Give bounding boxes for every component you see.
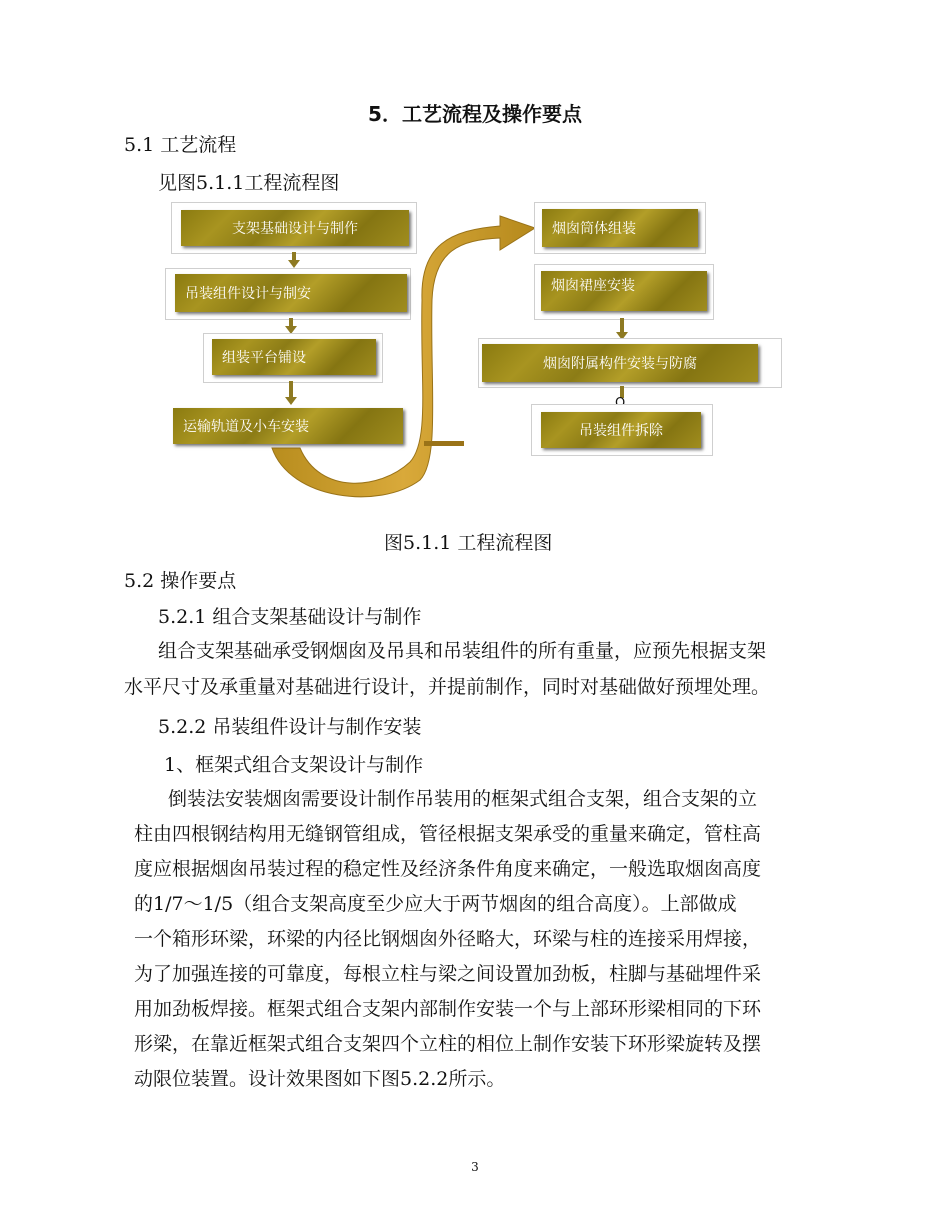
subsection-5-2-1: 5.2.1 组合支架基础设计与制作: [158, 606, 422, 628]
figure-caption: 图5.1.1 工程流程图: [384, 532, 553, 554]
paragraph-2-line: 的1/7～1/5（组合支架高度至少应大于两节烟囱的组合高度）。上部做成: [134, 893, 737, 915]
flow-step-5: 烟囱筒体组装: [542, 209, 698, 247]
flow-step-4: 运输轨道及小车安装: [173, 408, 403, 444]
subsection-5-2-2: 5.2.2 吊装组件设计与制作安装: [158, 716, 422, 738]
paragraph-2-line: 一个箱形环梁，环梁的内径比钢烟囱外径略大，环梁与柱的连接采用焊接，: [134, 928, 762, 950]
paragraph-2-line: 倒装法安装烟囱需要设计制作吊装用的框架式组合支架，组合支架的立: [168, 788, 758, 810]
subsection-5-2: 5.2 操作要点: [124, 570, 237, 592]
section-heading: 5．工艺流程及操作要点: [368, 102, 582, 126]
flow-step-6: 烟囱裙座安装: [541, 271, 707, 311]
flow-step-2: 吊装组件设计与制安: [175, 274, 407, 312]
paragraph-2-line: 为了加强连接的可靠度，每根立柱与梁之间设置加劲板，柱脚与基础埋件采: [134, 963, 762, 985]
subsection-5-1: 5.1 工艺流程: [124, 134, 237, 156]
flow-step-8: 吊装组件拆除: [541, 412, 701, 448]
paragraph-2-line: 用加劲板焊接。框架式组合支架内部制作安装一个与上部环形梁相同的下环: [134, 998, 762, 1020]
paragraph-1-line-2: 水平尺寸及承重量对基础进行设计，并提前制作，同时对基础做好预埋处理。: [124, 676, 771, 698]
flowchart: [0, 0, 950, 520]
flow-step-1: 支架基础设计与制作: [181, 210, 409, 246]
flow-step-7: 烟囱附属构件安装与防腐: [482, 344, 758, 382]
paragraph-2-line: 柱由四根钢结构用无缝钢管组成，管径根据支架承受的重量来确定，管柱高: [134, 823, 762, 845]
paragraph-2-line: 形梁，在靠近框架式组合支架四个立柱的相位上制作安装下环形梁旋转及摆: [134, 1033, 762, 1055]
curved-arrow-icon: [0, 0, 950, 520]
paragraph-2-line: 度应根据烟囱吊装过程的稳定性及经济条件角度来确定，一般选取烟囱高度: [134, 858, 762, 880]
list-item-1: 1、框架式组合支架设计与制作: [164, 754, 424, 776]
figure-reference: 见图5.1.1工程流程图: [158, 172, 340, 194]
paragraph-2-line: 动限位装置。设计效果图如下图5.2.2所示。: [134, 1068, 506, 1090]
page-number: 3: [471, 1160, 479, 1174]
paragraph-1-line-1: 组合支架基础承受钢烟囱及吊具和吊装组件的所有重量，应预先根据支架: [158, 640, 767, 662]
flow-step-3: 组装平台铺设: [212, 339, 376, 375]
